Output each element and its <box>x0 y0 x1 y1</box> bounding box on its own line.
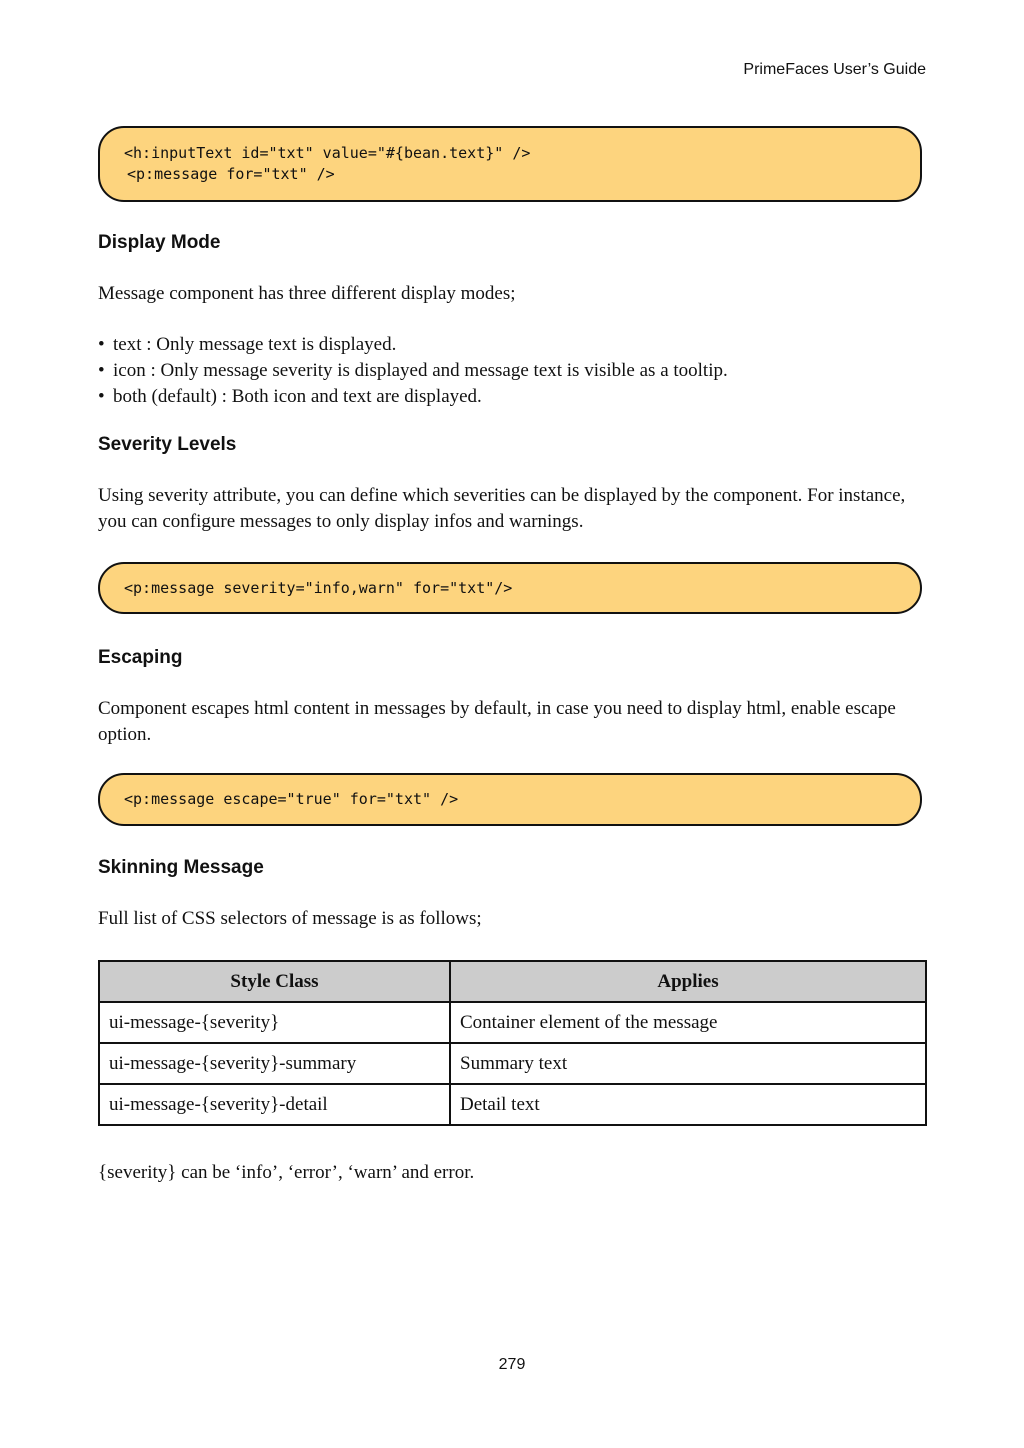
heading-skinning-message: Skinning Message <box>98 857 264 878</box>
list-item-text: both (default) : Both icon and text are displayed. <box>113 386 482 407</box>
table-cell: Container element of the message <box>450 1002 926 1043</box>
code-block-escape <box>98 773 922 826</box>
table-row <box>99 1084 926 1125</box>
bullet-marker: • <box>98 360 105 381</box>
page-number: 279 <box>498 1356 526 1373</box>
list-item-text: text : Only message text is displayed. <box>113 334 397 355</box>
bullet-marker: • <box>98 334 105 355</box>
running-header: PrimeFaces User’s Guide <box>743 61 926 78</box>
table-row <box>99 1043 926 1084</box>
heading-severity-levels: Severity Levels <box>98 434 237 455</box>
code-block-severity <box>98 562 922 614</box>
skinning-intro: Full list of CSS selectors of message is as follows; <box>98 908 482 929</box>
css-selectors-table <box>98 960 927 1126</box>
table-cell: Summary text <box>450 1043 926 1084</box>
column-header-style-class: Style Class <box>99 961 450 1002</box>
display-mode-intro: Message component has three different display modes; <box>98 283 516 304</box>
bullet-marker: • <box>98 386 105 407</box>
list-item <box>98 358 728 384</box>
list-item-text: icon : Only message severity is displayed and message text is visible as a tooltip. <box>113 360 728 381</box>
code-line: <p:message escape="true" for="txt" /> <box>124 790 459 808</box>
code-line: <h:inputText id="txt" value="#{bean.text}" /> <box>124 144 531 162</box>
list-item <box>98 384 728 410</box>
severity-footnote: {severity} can be ‘info’, ‘error’, ‘warn’ and error. <box>98 1162 475 1183</box>
heading-display-mode: Display Mode <box>98 232 221 253</box>
list-item <box>98 332 728 358</box>
escaping-paragraph: Component escapes html content in messages by default, in case you need to display html, enable escape option. <box>98 698 896 745</box>
heading-escaping: Escaping <box>98 647 183 668</box>
column-header-applies: Applies <box>450 961 926 1002</box>
table-header-row <box>99 961 926 1002</box>
table-cell: ui-message-{severity}-summary <box>99 1043 450 1084</box>
code-line: <p:message severity="info,warn" for="txt"/> <box>124 578 513 597</box>
severity-paragraph: Using severity attribute, you can define which severities can be displayed by the component. For instance, you can configure messages to only display infos and warnings. <box>98 485 906 532</box>
table-row <box>99 1002 926 1043</box>
table-cell: Detail text <box>450 1084 926 1125</box>
code-line: <p:message for="txt" /> <box>127 165 335 183</box>
code-block-input-message <box>98 126 922 202</box>
table-cell: ui-message-{severity} <box>99 1002 450 1043</box>
display-mode-list <box>98 332 728 410</box>
table-cell: ui-message-{severity}-detail <box>99 1084 450 1125</box>
